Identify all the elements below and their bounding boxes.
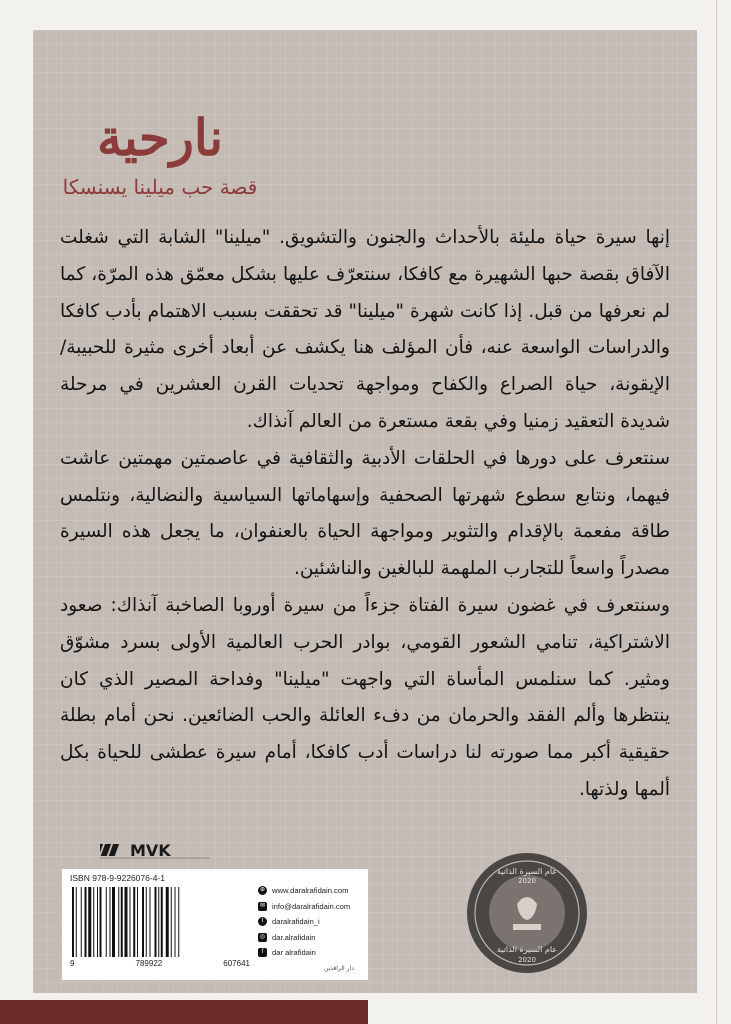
barcode-bar <box>112 887 115 957</box>
globe-icon: ⊕ <box>259 887 266 894</box>
seal-bottom-text: عام السيرة الذاتية <box>496 945 558 954</box>
barcode-bar <box>130 887 131 957</box>
book-title: نارحية <box>96 108 224 167</box>
email-icon: ✉ <box>259 902 266 909</box>
barcode-bar <box>133 887 135 957</box>
contact-text: www.daralrafidain.com <box>272 886 349 896</box>
barcode-bar <box>175 887 176 957</box>
barcode-bar <box>171 887 172 957</box>
barcode-digit-group: 607641 <box>223 959 250 968</box>
contact-instagram <box>258 930 364 946</box>
barcode-bar <box>178 887 179 957</box>
barcode-bar <box>150 887 151 957</box>
contact-website <box>258 883 364 899</box>
contact-text: daralrafidain_i <box>272 917 320 927</box>
barcode-bar <box>85 887 87 957</box>
barcode-bar <box>166 887 169 957</box>
contact-twitter <box>258 914 364 930</box>
barcode-bar <box>72 887 74 957</box>
barcode-bar <box>158 887 159 957</box>
publisher-logo-text: MVK <box>130 841 171 860</box>
seal-year-bottom: 2020 <box>518 956 536 964</box>
barcode-bar <box>146 887 147 957</box>
barcode-bar <box>121 887 123 957</box>
contact-facebook <box>258 945 364 961</box>
contact-email <box>258 899 364 915</box>
seal-top-text: عام السيرة الذاتية <box>496 867 558 876</box>
barcode-digits <box>70 959 250 968</box>
barcode-bar <box>137 887 138 957</box>
barcode-bar <box>118 887 119 957</box>
barcode-bar <box>97 887 98 957</box>
barcode-bar <box>76 887 77 957</box>
barcode-bar <box>88 887 91 957</box>
book-subtitle: قصة حب ميلينا يسنسكا <box>62 175 258 199</box>
barcode-digit-group: 789922 <box>135 959 163 968</box>
back-cover-blurb <box>60 220 670 809</box>
publisher-name-arabic: دار الرافدين <box>324 965 354 972</box>
barcode-bar <box>161 887 163 957</box>
barcode-bar <box>125 887 128 957</box>
blurb-paragraph-2: سنتعرف على دورها في الحلقات الأدبية والثقافية في عاصمتين مهمتين عاشت فيهما، ونتابع سطوع شهرتها الصحفية وإسهاماتها السياسية والنضالية، ونتلمس طاقة مفعمة بالإقدام والتثوير ومواجهة الحياة بالعنفوان، ما يجعل هذه السيرة مصدراً واسعاً للتجارب الملهمة للبالغين والناشئين. <box>60 447 670 580</box>
facebook-icon: f <box>258 948 267 957</box>
barcode-bar <box>142 887 144 957</box>
barcode-bar <box>106 887 107 957</box>
spine-line <box>716 0 717 1024</box>
bottom-color-strip <box>0 1000 368 1024</box>
barcode-bar <box>110 887 111 957</box>
barcode-bar <box>155 887 157 957</box>
contact-text: dar.alrafidain <box>272 932 316 942</box>
award-seal <box>466 852 588 974</box>
barcode-bar <box>81 887 82 957</box>
barcode-bar <box>100 887 102 957</box>
blurb-paragraph-3: وسنتعرف في غضون سيرة الفتاة جزءاً من سيرة أوروبا الصاخبة آنذاك: صعود الاشتراكية، تنامي الشعور القومي، بوادر الحرب العالمية الأولى بسرد مشوّق ومثير. كما سنلمس المأساة التي واجهت "ميلينا" وفداحة المصير الذي كان ينتظرها وألم الفقد والحرمان من دفء العائلة والحب الضائعين. نحن أمام بطلة حقيقية أكبر مما صورته لنا دراسات أدب كافكا، أمام سيرة عطشى للحياة بكل ألمها ولذتها. <box>60 594 670 800</box>
publisher-contacts <box>258 883 364 961</box>
instagram-icon: ◎ <box>259 933 266 940</box>
contact-text: dar alrafidain <box>272 948 316 958</box>
publisher-logo <box>100 836 220 860</box>
barcode <box>70 887 250 957</box>
isbn-text: ISBN 978-9-9226076-4-1 <box>70 873 165 883</box>
blurb-paragraph-1: إنها سيرة حياة مليئة بالأحداث والجنون والتشويق. "ميلينا" الشابة التي شغلت الآفاق بقصة حبها الشهيرة مع كافكا، سنتعرّف عليها بشكل معمّق هذه المرّة، كما لم نعرفها من قبل. إذا كانت شهرة "ميلينا" قد تحققت بسبب الاهتمام بأدب كافكا والدراسات الواسعة عنه، فأن المؤلف هنا يكشف عن أبعاد أخرى مثيرة للحبيبة/الإيقونة، حياة الصراع والكفاح ومواجهة تحديات القرن العشرين في مرحلة شديدة التعقيد زمنيا وفي بقعة مستعرة من العالم آنذاك. <box>60 227 670 432</box>
seal-year-top: 2020 <box>518 877 536 885</box>
isbn-box <box>62 869 368 980</box>
barcode-digit-group: 9 <box>70 959 75 968</box>
twitter-icon: t <box>258 917 267 926</box>
seal-ribbon-icon <box>513 924 541 930</box>
barcode-bar <box>93 887 94 957</box>
contact-text: info@daralrafidain.com <box>272 901 351 911</box>
